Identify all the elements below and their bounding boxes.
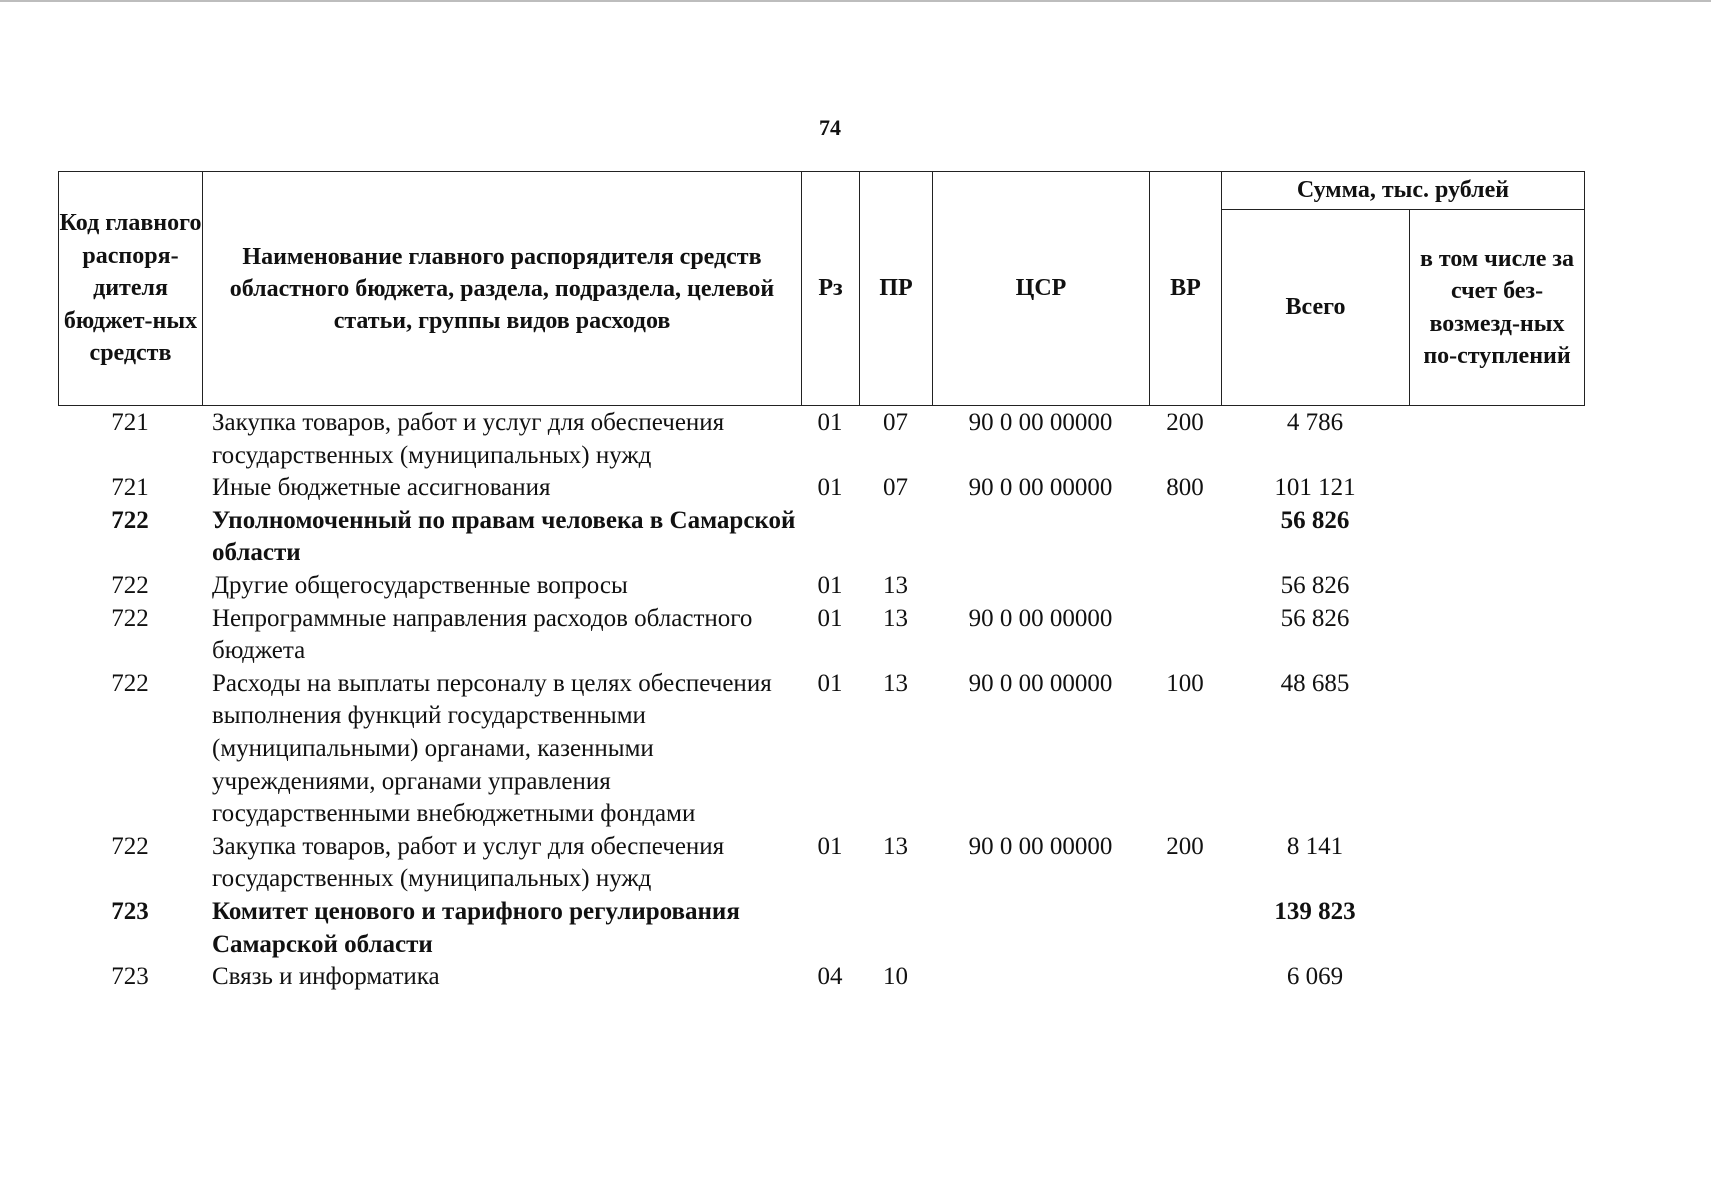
cell-name: Уполномоченный по правам человека в Самарской области [212, 506, 796, 567]
cell-pr: 07 [883, 409, 908, 436]
cell-pr: 13 [883, 604, 908, 632]
cell-name: Непрограммные направления расходов областного бюджета [212, 604, 753, 665]
cell-gratis [1409, 961, 1584, 994]
cell-total: 8 141 [1286, 832, 1344, 860]
cell-vr [1149, 570, 1221, 603]
cell-name: Иные бюджетные ассигнования [212, 474, 551, 502]
cell-rz: 01 [817, 604, 843, 632]
cell-pr: 07 [883, 474, 908, 502]
page-top-rule [0, 0, 1711, 2]
cell-total: 56 826 [1280, 571, 1350, 599]
table-row [58, 570, 1584, 603]
cell-total: 6 069 [1286, 963, 1344, 991]
cell-vr [1149, 505, 1221, 570]
cell-name: Закупка товаров, работ и услуг для обеспечения государственных (муниципальных) нужд [212, 832, 725, 893]
header-total: Всего [1222, 210, 1410, 406]
cell-code: 723 [111, 897, 149, 925]
cell-gratis [1409, 472, 1584, 505]
cell-vr: 100 [1166, 669, 1204, 697]
cell-csr: 90 0 00 00000 [968, 474, 1113, 502]
cell-name: Закупка товаров, работ и услуг для обеспечения государственных (муниципальных) нужд [212, 409, 725, 469]
cell-csr [932, 505, 1149, 570]
cell-pr: 13 [883, 669, 908, 697]
cell-total: 4 786 [1286, 409, 1344, 436]
table-row [58, 603, 1584, 668]
cell-vr: 200 [1166, 409, 1204, 436]
table-row [58, 407, 1584, 472]
header-vr: ВР [1150, 172, 1222, 406]
table-row [58, 961, 1584, 994]
cell-rz: 01 [817, 474, 843, 502]
cell-vr [1149, 961, 1221, 994]
cell-csr [932, 961, 1149, 994]
table-row [58, 896, 1584, 961]
cell-total: 56 826 [1280, 506, 1350, 534]
cell-rz [801, 505, 859, 570]
cell-pr: 13 [883, 832, 908, 860]
cell-gratis [1409, 603, 1584, 668]
cell-vr [1149, 603, 1221, 668]
header-csr: ЦСР [933, 172, 1150, 406]
table-row [58, 831, 1584, 896]
table-row [58, 668, 1584, 831]
cell-rz: 01 [817, 571, 843, 599]
cell-code: 721 [111, 409, 149, 436]
cell-rz: 04 [817, 963, 843, 991]
cell-code: 722 [111, 604, 149, 632]
page-number: 74 [819, 115, 841, 140]
cell-total: 139 823 [1274, 897, 1356, 925]
header-gratis: в том числе за счет без-возмезд-ных по-ступлений [1410, 210, 1585, 406]
table-header [58, 171, 1585, 406]
cell-gratis [1409, 505, 1584, 570]
table-row [58, 472, 1584, 505]
cell-csr: 90 0 00 00000 [968, 409, 1113, 436]
cell-csr: 90 0 00 00000 [968, 604, 1113, 632]
cell-vr [1149, 896, 1221, 961]
table-row [58, 505, 1584, 570]
cell-gratis [1409, 668, 1584, 831]
cell-name: Расходы на выплаты персоналу в целях обеспечения выполнения функций государственными (муниципальными) органами, казенными учреждениями, органами управления государственными внебюджетными фондами [212, 669, 772, 828]
cell-total: 101 121 [1274, 474, 1356, 502]
cell-code: 723 [111, 963, 149, 991]
header-rz: Рз [802, 172, 860, 406]
cell-gratis [1409, 407, 1584, 472]
cell-pr [859, 896, 932, 961]
cell-code: 722 [111, 506, 149, 534]
cell-code: 722 [111, 669, 149, 697]
cell-rz: 01 [817, 669, 843, 697]
cell-name: Комитет ценового и тарифного регулирования Самарской области [212, 897, 740, 958]
cell-code: 721 [111, 474, 149, 502]
cell-code: 722 [111, 832, 149, 860]
cell-total: 48 685 [1280, 669, 1350, 697]
cell-gratis [1409, 831, 1584, 896]
cell-gratis [1409, 570, 1584, 603]
cell-csr: 90 0 00 00000 [968, 669, 1113, 697]
cell-rz: 01 [817, 832, 843, 860]
header-name: Наименование главного распорядителя средств областного бюджета, раздела, подраздела, целевой статьи, группы видов расходов [203, 172, 802, 406]
cell-name: Связь и информатика [212, 963, 440, 991]
budget-table [58, 407, 1584, 994]
cell-pr [859, 505, 932, 570]
cell-csr: 90 0 00 00000 [968, 832, 1113, 860]
cell-vr: 800 [1166, 474, 1204, 502]
cell-total: 56 826 [1280, 604, 1350, 632]
cell-rz [801, 896, 859, 961]
header-pr: ПР [860, 172, 933, 406]
cell-pr: 13 [883, 571, 908, 599]
cell-code: 722 [111, 571, 149, 599]
header-sum: Сумма, тыс. рублей [1222, 172, 1585, 210]
cell-rz: 01 [817, 409, 843, 436]
cell-csr [932, 570, 1149, 603]
cell-gratis [1409, 896, 1584, 961]
cell-csr [932, 896, 1149, 961]
cell-vr: 200 [1166, 832, 1204, 860]
cell-name: Другие общегосударственные вопросы [212, 571, 628, 599]
header-code: Код главного распоря-дителя бюджет-ных средств [59, 172, 203, 406]
cell-pr: 10 [883, 963, 908, 991]
